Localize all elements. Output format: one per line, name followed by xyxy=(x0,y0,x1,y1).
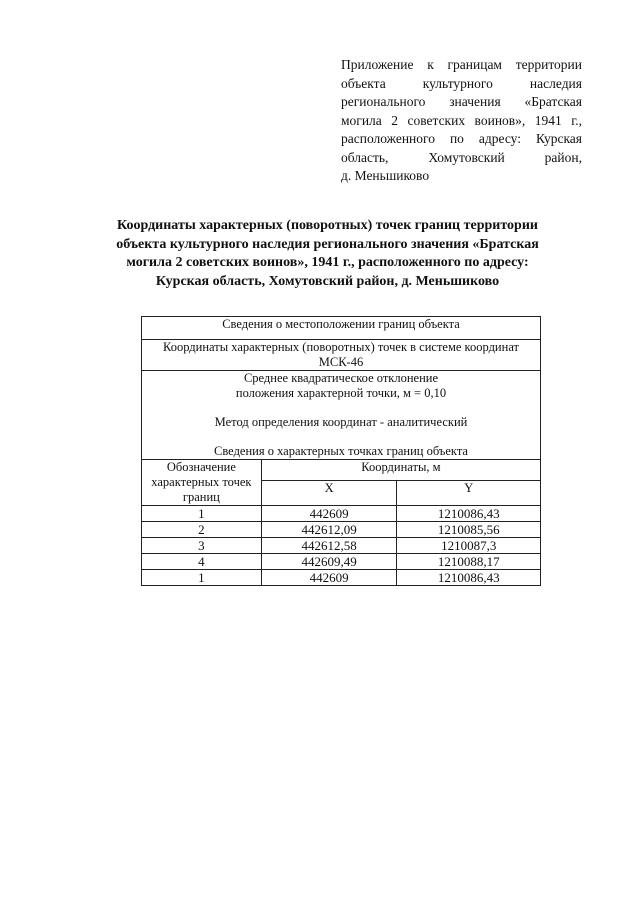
x-cell: 442612,09 xyxy=(261,522,397,538)
table-row xyxy=(142,522,541,538)
annex-line: объекта культурного наследия xyxy=(341,75,582,91)
table-row xyxy=(142,554,541,570)
table-header-row xyxy=(142,317,541,340)
point-cell: 3 xyxy=(142,538,262,554)
point-cell: 1 xyxy=(142,570,262,586)
method-text: Метод определения координат - аналитический xyxy=(214,415,468,429)
coords-header: Координаты, м xyxy=(261,460,540,481)
point-cell: 2 xyxy=(142,522,262,538)
table-row xyxy=(142,570,541,586)
document-title xyxy=(100,217,555,291)
y-cell: 1210086,43 xyxy=(397,506,541,522)
deviation-value: положения характерной точки, м = 0,10 xyxy=(235,386,447,400)
x-header: X xyxy=(261,481,397,506)
annex-line: расположенного по адресу: Курская xyxy=(341,131,582,146)
x-cell: 442609,49 xyxy=(261,554,397,570)
x-cell: 442609 xyxy=(261,570,397,586)
title-line: Координаты характерных (поворотных) точек границ территории xyxy=(117,218,538,233)
y-header: Y xyxy=(397,481,541,506)
y-cell: 1210087,3 xyxy=(397,538,541,554)
title-line: объекта культурного наследия регионального значения «Братская xyxy=(116,236,539,252)
point-label-header: Обозначение характерных точек границ xyxy=(142,460,262,506)
annex-line: д. Меньшиково xyxy=(341,168,430,183)
title-line: могила 2 советских воинов», 1941 г., расположенного по адресу: xyxy=(126,255,529,270)
annex-line: область, Хомутовский район, xyxy=(341,149,582,165)
title-line: Курская область, Хомутовский район, д. Меньшиково xyxy=(155,273,500,289)
x-cell: 442609 xyxy=(261,506,397,522)
point-cell: 4 xyxy=(142,554,262,570)
annex-line: Приложение к границам территории xyxy=(341,57,582,72)
accuracy-info-cell xyxy=(142,371,541,460)
coordinate-system-text: Координаты характерных (поворотных) точек в системе координат xyxy=(162,340,520,354)
annex-note xyxy=(341,56,582,186)
annex-line: могила 2 советских воинов», 1941 г., xyxy=(341,112,582,128)
point-cell: 1 xyxy=(142,506,262,522)
points-header: Сведения о характерных точках границ объекта xyxy=(214,444,468,458)
table-row xyxy=(142,538,541,554)
y-cell: 1210086,43 xyxy=(397,570,541,586)
table-row xyxy=(142,506,541,522)
y-cell: 1210085,56 xyxy=(397,522,541,538)
column-header-row xyxy=(142,460,541,481)
coordinate-system-name: МСК-46 xyxy=(318,355,364,369)
location-header: Сведения о местоположении границ объекта xyxy=(142,317,541,340)
table-header-row xyxy=(142,371,541,460)
annex-line: регионального значения «Братская xyxy=(341,94,582,109)
coordinates-table xyxy=(141,316,541,586)
y-cell: 1210088,17 xyxy=(397,554,541,570)
deviation-text: Среднее квадратическое отклонение xyxy=(243,371,439,385)
coordinate-system-header xyxy=(142,340,541,371)
table-header-row xyxy=(142,340,541,371)
x-cell: 442612,58 xyxy=(261,538,397,554)
